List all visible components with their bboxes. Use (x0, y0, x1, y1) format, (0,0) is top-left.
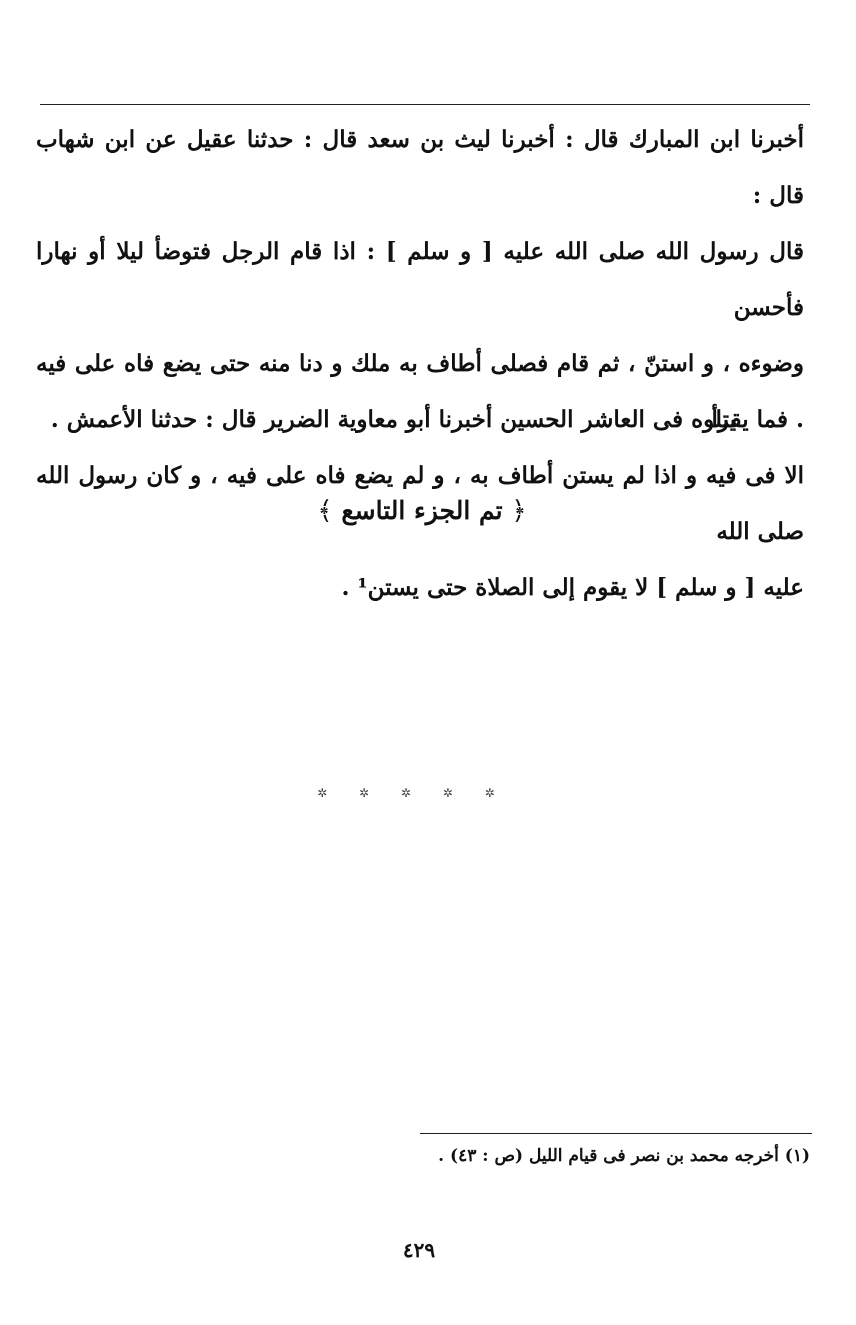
text-line: الا فى فيه و اذا لم يستن أطاف به ، و لم يضع فاه على فيه ، و كان رسول الله صلى الله (36, 462, 804, 545)
text-line: عليه [ و سلم ] لا يقوم إلى الصلاة حتى يستن¹ . (341, 574, 804, 601)
ornament-bracket-right: ﴿ (511, 496, 527, 526)
ornament-bracket-left: ﴾ (317, 496, 333, 526)
colophon-text: تم الجزء التاسع (341, 496, 503, 525)
colophon (0, 496, 844, 526)
star-separator: ✲ ✲ ✲ ✲ ✲ (317, 786, 509, 800)
top-rule (40, 104, 810, 105)
text-line: قال رسول الله صلى الله عليه [ و سلم ] : اذا قام الرجل فتوضأ ليلا أو نهارا فأحسن (36, 238, 804, 321)
main-text (36, 112, 804, 616)
continuation-note: يتلوه فى العاشر الحسين أخبرنا أبو معاوية الضرير قال : حدثنا الأعمش . (50, 406, 736, 433)
footnote: (١) أخرجه محمد بن نصر فى قيام الليل (ص : ٤٣) . (438, 1146, 810, 1166)
page-number: ٤٢٩ (402, 1238, 436, 1262)
footnote-rule (420, 1133, 812, 1134)
text-line: وضوءه ، و استنّ ، ثم قام فصلى أطاف به ملك و دنا منه حتى يضع فاه على فيه . فما يقرأ (36, 350, 804, 433)
text-line: أخبرنا ابن المبارك قال : أخبرنا ليث بن سعد قال : حدثنا عقيل عن ابن شهاب قال : (36, 126, 804, 209)
